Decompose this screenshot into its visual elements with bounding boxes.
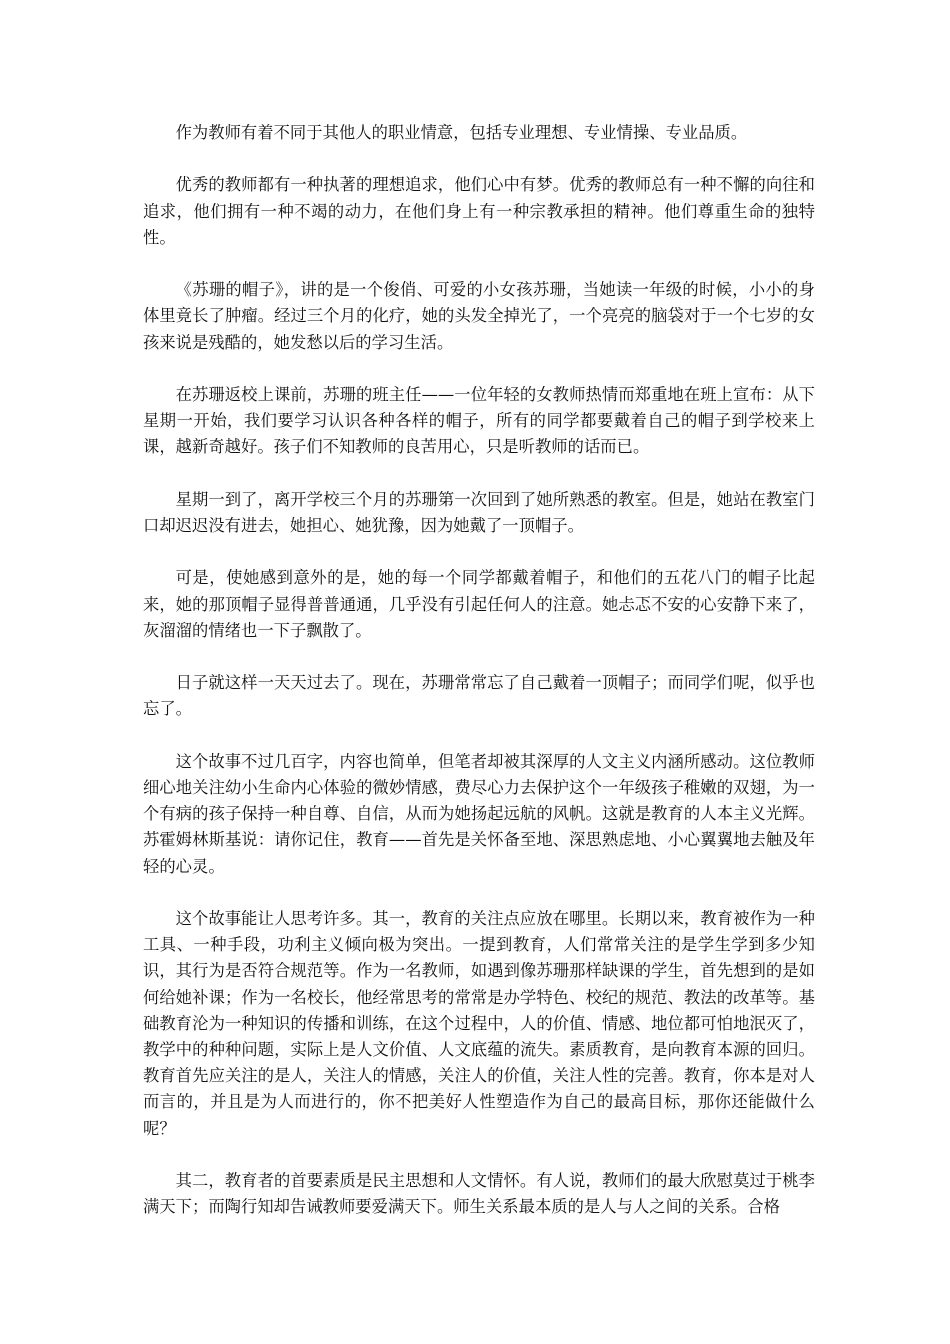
paragraph-5: 星期一到了，离开学校三个月的苏珊第一次回到了她所熟悉的教室。但是，她站在教室门口却迟迟没有进去，她担心、她犹豫，因为她戴了一顶帽子。 <box>143 489 815 535</box>
paragraph-2: 优秀的教师都有一种执著的理想追求，他们心中有梦。优秀的教师总有一种不懈的向往和追求，他们拥有一种不竭的动力，在他们身上有一种宗教承担的精神。他们尊重生命的独特性。 <box>143 175 815 247</box>
paragraph-8: 这个故事不过几百字，内容也简单，但笔者却被其深厚的人文主义内涵所感动。这位教师细心地关注幼小生命内心体验的微妙情感，费尽心力去保护这个一年级孩子稚嫩的双翅，为一个有病的孩子保持一种自尊、自信，从而为她扬起远航的风帆。这就是教育的人本主义光辉。苏霍姆林斯基说：请你记住，教育——首先是关怀备至地、深思熟虑地、小心翼翼地去触及年轻的心灵。 <box>143 751 815 876</box>
paragraph-1: 作为教师有着不同于其他人的职业情意，包括专业理想、专业情操、专业品质。 <box>175 123 748 142</box>
document-page <box>143 120 815 1247</box>
paragraph-4: 在苏珊返校上课前，苏珊的班主任——一位年轻的女教师热情而郑重地在班上宣布：从下星期一开始，我们要学习认识各种各样的帽子，所有的同学都要戴着自己的帽子到学校来上课，越新奇越好。孩子们不知教师的良苦用心，只是听教师的话而已。 <box>143 384 815 457</box>
paragraph-6: 可是，使她感到意外的是，她的每一个同学都戴着帽子，和他们的五花八门的帽子比起来，她的那顶帽子显得普普通通，几乎没有引起任何人的注意。她忐忑不安的心安静下来了，灰溜溜的情绪也一下子飘散了。 <box>143 568 815 640</box>
paragraph-10: 其二，教育者的首要素质是民主思想和人文情怀。有人说，教师们的最大欣慰莫过于桃李满天下；而陶行知却告诫教师要爱满天下。师生关系最本质的是人与人之间的关系。合格 <box>143 1170 815 1217</box>
paragraph-9: 这个故事能让人思考许多。其一，教育的关注点应放在哪里。长期以来，教育被作为一种工具、一种手段，功利主义倾向极为突出。一提到教育，人们常常关注的是学生学到多少知识，其行为是否符合规范等。作为一名教师，如遇到像苏珊那样缺课的学生，首先想到的是如何给她补课；作为一名校长，他经常思考的常常是办学特色、校纪的规范、教法的改革等。基础教育沦为一种知识的传播和训练，在这个过程中，人的价值、情感、地位都可怕地泯灭了，教学中的种种问题，实际上是人文价值、人文底蕴的流失。素质教育，是向教育本源的回归。教育首先应关注的是人，关注人的情感，关注人的价值，关注人性的完善。教育，你本是对人而言的，并且是为人而进行的，你不把美好人性塑造作为自己的最高目标，那你还能做什么呢？ <box>143 908 815 1138</box>
paragraph-3: 《苏珊的帽子》，讲的是一个俊俏、可爱的小女孩苏珊，当她读一年级的时候，小小的身体里竟长了肿瘤。经过三个月的化疗，她的头发全掉光了，一个亮亮的脑袋对于一个七岁的女孩来说是残酷的，她发愁以后的学习生活。 <box>143 280 815 352</box>
paragraph-7: 日子就这样一天天过去了。现在，苏珊常常忘了自己戴着一顶帽子；而同学们呢，似乎也忘了。 <box>143 673 815 719</box>
